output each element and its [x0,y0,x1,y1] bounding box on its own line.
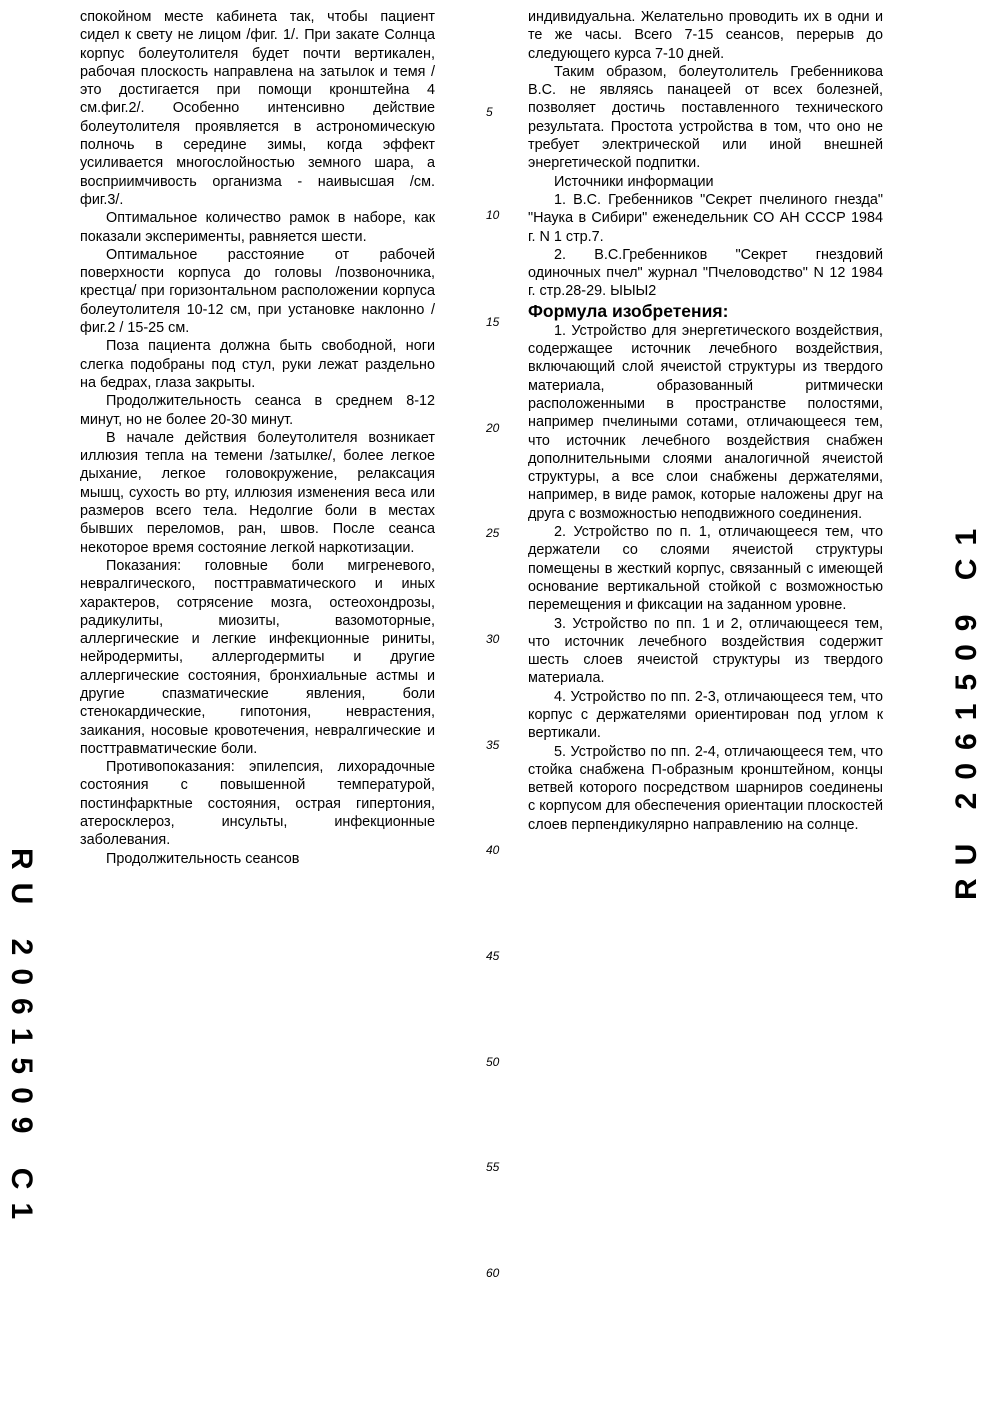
paragraph: спокойном месте кабинета так, чтобы пациент сидел к свету не лицом /фиг. 1/. При закате Солнца корпус болеутолителя будет почти вертикален, рабочая плоскость направлена на затылок и темя /это достигается при помощи кронштейна 4 см.фиг.2/. Особенно интенсивно действие болеутолителя проявляется в астрономическую полночь в середине зимы, когда эффект усиливается многослойностью земного шара, а восприимчивость организма - наивысшая /см. фиг.3/. [80,9,435,208]
left-text-column [80,8,435,868]
line-number: 20 [486,421,500,435]
line-number: 45 [486,949,500,963]
paragraph: Показания: головные боли мигреневого, невралгического, посттравматического и иных характеров, сотрясение мозга, остеохондрозы, радикулиты, миозиты, вазомоторные, аллергические и легкие инфекционные риниты, нейродермиты, аллергодермиты и другие аллергические состояния, бронхиальные астмы и другие спазматические явления, боли стенокардические, гипотония, неврастения, заикания, носовые кровотечения, невралгические и посттравматические боли. [80,557,435,757]
paragraph: В начале действия болеутолителя возникает иллюзия тепла на темени /затылке/, более легкое дыхание, легкое головокружение, релаксация мышц, сухость во рту, иллюзия изменения веса или размеров всего тела. Недолгие боли в местах бывших переломов, ран, швов. После сеанса некоторое время состояние легкой наркотизации. [80,429,435,556]
claim: 4. Устройство по пп. 2-3, отличающееся тем, что корпус с держателями ориентирован под углом к вертикали. [528,688,883,742]
paragraph: Оптимальное расстояние от рабочей поверхности корпуса до головы /позвоночника, крестца/ при горизонтальном расположении корпуса болеутолителя 10-12 см, при установке наклонно /фиг.2 / 15-25 см. [80,246,435,337]
line-number: 30 [486,632,500,646]
line-number: 55 [486,1160,500,1174]
claim: 5. Устройство по пп. 2-4, отличающееся тем, что стойка снабжена П-образным кронштейном, концы ветвей которого посредством шарниров соединены с корпусом для обеспечения ориентации плоскостей слоев перпендикулярно направлению на солнце. [528,743,883,833]
line-number: 25 [486,526,500,540]
line-number: 5 [486,105,493,119]
paragraph: Продолжительность сеанса в среднем 8-12 минут, но не более 20-30 минут. [80,393,435,428]
claim: 3. Устройство по пп. 1 и 2, отличающееся тем, что источник лечебного воздействия содержит шесть слоев ячеистой структуры из твердого материала. [528,615,883,687]
line-number: 10 [486,208,500,222]
claim: 2. Устройство по п. 1, отличающееся тем, что держатели со слоями ячеистой структуры помещены в жесткий корпус, связанный с имеющей основание вертикальной стойкой с возможностью перемещения и фиксации на заданном уровне. [528,524,883,614]
sources-heading: Источники информации [554,173,714,190]
paragraph: Таким образом, болеутолитель Гребенникова В.С. не являясь панацеей от всех болезней, позволяет достичь поставленного технического результата. Простота устройства в том, что оно не требует электрической или иной внешней энергетической подпитки. [528,63,883,172]
line-number: 40 [486,843,500,857]
line-number: 15 [486,315,500,329]
paragraph: индивидуальна. Желательно проводить их в одни и те же часы. Всего 7-15 сеансов, перерыв до следующего курса 7-10 дней. [528,9,883,62]
paragraph: Продолжительность сеансов [106,850,300,867]
paragraph: Противопоказания: эпилепсия, лихорадочные состояния с повышенной температурой, постинфарктные состояния, острая гипертония, атеросклероз, инсульты, инфекционные заболевания. [80,759,435,849]
line-number: 35 [486,738,500,752]
source-reference: 2. В.С.Гребенников "Секрет гнездовий одиночных пчел" журнал "Пчеловодство" N 12 1984 г. стр.28-29. ЫЫЫ2 [528,246,883,300]
paragraph: Поза пациента должна быть свободной, ноги слегка подобраны под стул, руки лежат раздельно на бедрах, глаза закрыты. [80,338,435,391]
line-number: 50 [486,1055,500,1069]
patent-code-left-margin: RU 2061509 C1 [5,848,38,1233]
line-number: 60 [486,1266,500,1280]
patent-code-right-margin: RU 2061509 C1 [950,515,983,900]
right-text-column [528,8,883,834]
source-reference: 1. В.С. Гребенников "Секрет пчелиного гнезда" "Наука в Сибири" еженедельник СО АН СССР 1984 г. N 1 стр.7. [528,191,883,245]
claims-heading: Формула изобретения: [528,300,729,321]
claim: 1. Устройство для энергетического воздействия, содержащее источник лечебного воздействия, включающий слой ячеистой структуры из твердого материала, образованный ритмически расположенными в пространстве полостями, например пчелиными сотами, отличающееся тем, что источник лечебного воздействия снабжен дополнительными слоями аналогичной ячеистой структуры, а все слои снабжены держателями, например, в виде рамок, которые наложены друг на друга с возможностью неподвижного соединения. [528,322,883,522]
paragraph: Оптимальное количество рамок в наборе, как показали эксперименты, равняется шести. [80,210,435,245]
